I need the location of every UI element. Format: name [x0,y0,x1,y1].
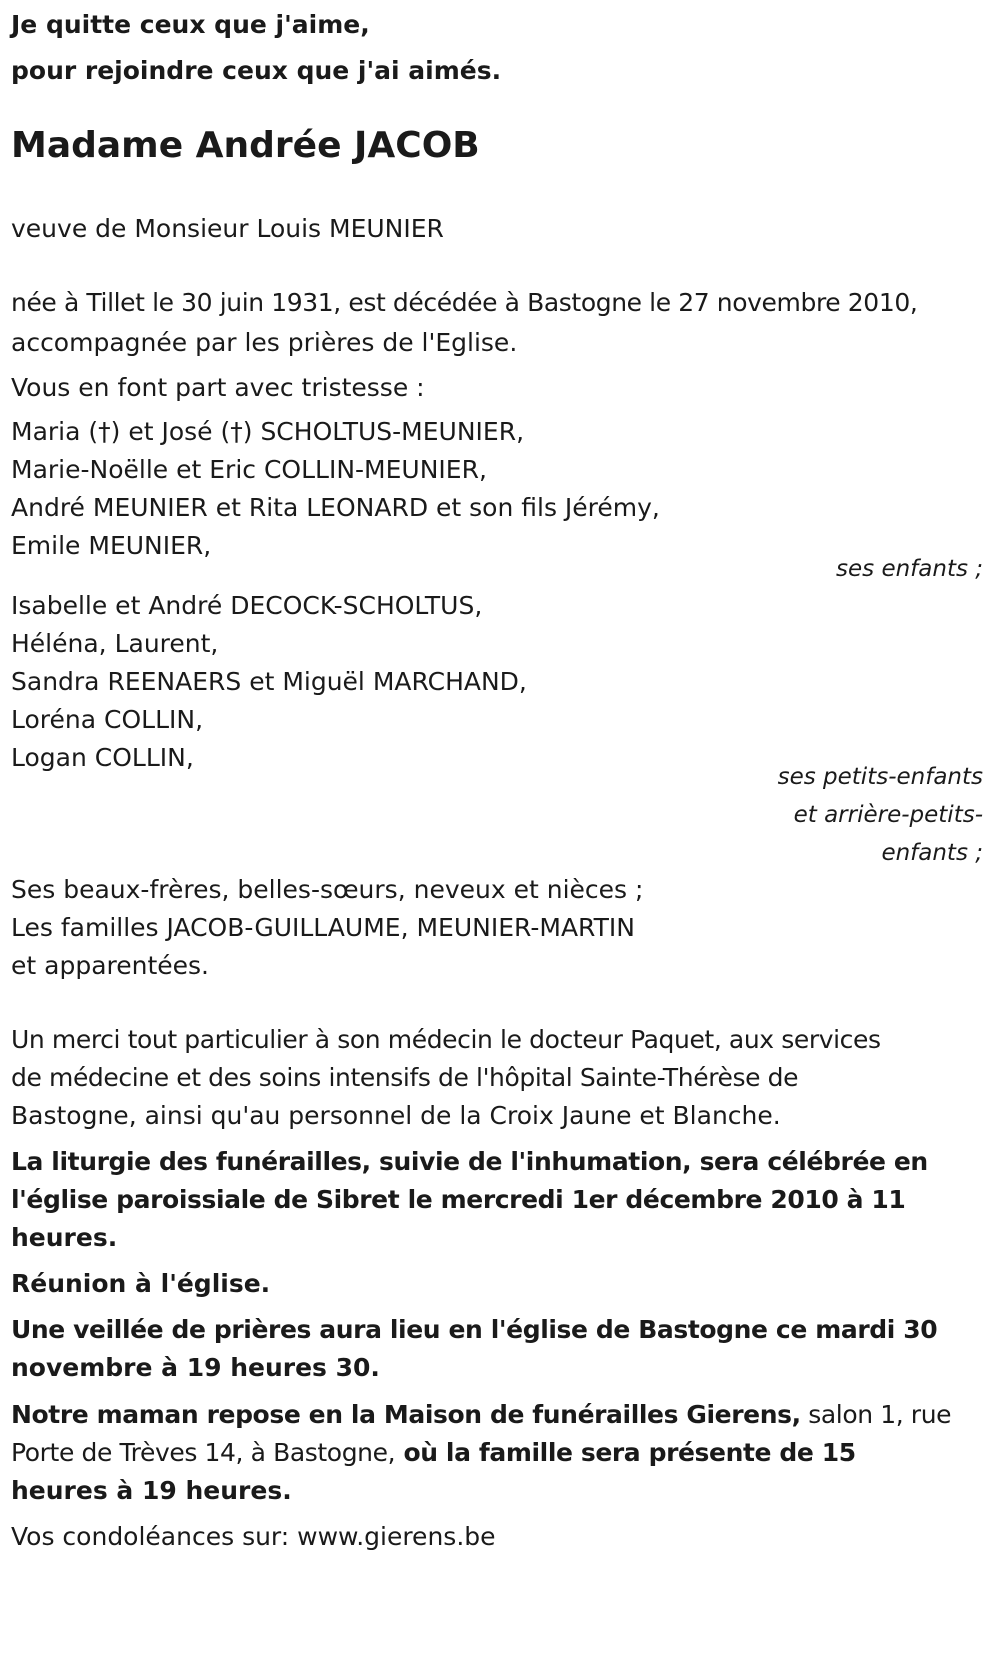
grandchildren-label [11,758,991,872]
list-item: André MEUNIER et Rita LEONARD et son fils Jérémy, [11,493,660,522]
list-item: Logan COLLIN, [11,743,194,772]
rest-line-3: heures à 19 heures. [11,1476,292,1505]
family-line-1: Ses beaux-frères, belles-sœurs, neveux et nièces ; [11,875,644,904]
family-line-3: et apparentées. [11,951,209,980]
thanks-line-3: Bastogne, ainsi qu'au personnel de la Croix Jaune et Blanche. [11,1101,781,1130]
children-label: ses enfants ; [836,556,983,582]
thanks-line-2: de médecine et des soins intensifs de l'hôpital Sainte-Thérèse de [11,1063,799,1092]
children-list [11,413,660,565]
deceased-name: Madame Andrée JACOB [11,125,480,166]
rest-plain-1: salon 1, rue [800,1400,952,1429]
birth-death-block [11,283,917,363]
family-line-2: Les familles JACOB-GUILLAUME, MEUNIER-MARTIN [11,913,635,942]
liturgy-line-2: l'église paroissiale de Sibret le mercredi 1er décembre 2010 à 11 [11,1185,906,1214]
grandchildren-list [11,587,527,777]
quote-line-1: Je quitte ceux que j'aime, [11,10,370,39]
widow-line: veuve de Monsieur Louis MEUNIER [11,214,444,243]
family-block [11,871,643,985]
rest-line-2 [11,1434,951,1472]
rest-bold-2: où la famille sera présente de 15 [395,1438,856,1467]
list-item: Maria (†) et José (†) SCHOLTUS-MEUNIER, [11,417,525,446]
vigil-block [11,1311,937,1387]
quote-line-2: pour rejoindre ceux que j'ai aimés. [11,56,502,85]
list-item: Sandra REENAERS et Miguël MARCHAND, [11,667,527,696]
birth-death-line-1: née à Tillet le 30 juin 1931, est décédée à Bastogne le 27 novembre 2010, [11,288,918,317]
liturgy-line-1: La liturgie des funérailles, suivie de l'inhumation, sera célébrée en [11,1147,928,1176]
grandchildren-label-line-3: enfants ; [881,840,983,866]
list-item: Loréna COLLIN, [11,705,204,734]
liturgy-block [11,1143,928,1257]
vigil-line-2: novembre à 19 heures 30. [11,1353,380,1382]
list-item: Isabelle et André DECOCK-SCHOLTUS, [11,591,483,620]
quote-block [11,5,370,45]
condolences-line: Vos condoléances sur: www.gierens.be [11,1522,496,1551]
liturgy-line-3: heures. [11,1223,118,1252]
rest-block [11,1396,951,1510]
announce-line: Vous en font part avec tristesse : [11,373,425,402]
meeting-line: Réunion à l'église. [11,1269,271,1298]
thanks-line-1: Un merci tout particulier à son médecin le docteur Paquet, aux services [11,1025,881,1054]
list-item: Héléna, Laurent, [11,629,219,658]
list-item: Emile MEUNIER, [11,531,212,560]
vigil-line-1: Une veillée de prières aura lieu en l'église de Bastogne ce mardi 30 [11,1315,938,1344]
grandchildren-label-line-2: et arrière-petits- [793,802,983,828]
rest-bold-1: Notre maman repose en la Maison de funérailles Gierens, [11,1400,801,1429]
rest-line-1 [11,1396,951,1434]
grandchildren-label-line-1: ses petits-enfants [777,764,983,790]
list-item: Marie-Noëlle et Eric COLLIN-MEUNIER, [11,455,487,484]
thanks-block [11,1021,881,1135]
rest-plain-2: Porte de Trèves 14, à Bastogne, [11,1438,396,1467]
birth-death-line-2: accompagnée par les prières de l'Eglise. [11,328,518,357]
